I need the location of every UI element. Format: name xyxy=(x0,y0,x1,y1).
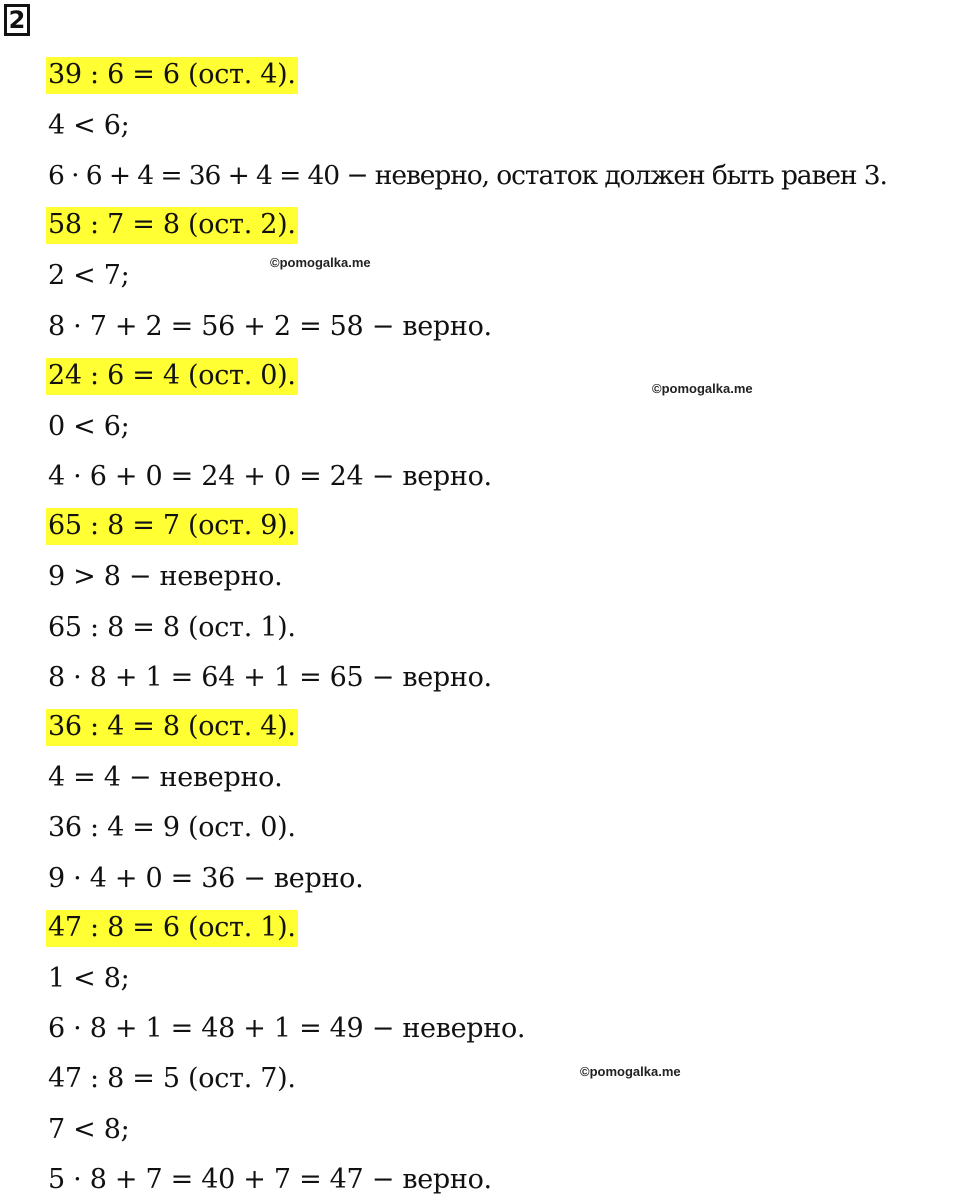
line-text: 9 > 8 − неверно. xyxy=(48,561,283,593)
solution-line xyxy=(48,301,887,351)
line-text: 47 : 8 = 5 (ост. 7). xyxy=(48,1063,296,1095)
solution-line xyxy=(48,401,887,451)
solution-line xyxy=(48,251,887,301)
solution-line xyxy=(48,452,887,502)
division-equation-line xyxy=(48,702,887,752)
solution-line xyxy=(48,652,887,702)
line-text: 36 : 4 = 9 (ост. 0). xyxy=(48,812,296,844)
solution-line xyxy=(48,552,887,602)
line-text: 9 · 4 + 0 = 36 − верно. xyxy=(48,862,364,894)
line-text: 36 : 4 = 8 (ост. 4). xyxy=(46,709,298,746)
watermark: ©pomogalka.me xyxy=(270,255,371,270)
line-text: 4 = 4 − неверно. xyxy=(48,762,283,794)
solution-line xyxy=(48,1154,887,1204)
division-equation-line xyxy=(48,502,887,552)
watermark: ©pomogalka.me xyxy=(580,1064,681,1079)
solution-line xyxy=(48,1054,887,1104)
solution-line xyxy=(48,150,887,200)
line-text: 5 · 8 + 7 = 40 + 7 = 47 − верно. xyxy=(48,1163,492,1195)
line-text: 65 : 8 = 8 (ост. 1). xyxy=(48,611,296,643)
solution-line xyxy=(48,1004,887,1054)
solution-lines xyxy=(48,50,887,1204)
solution-line xyxy=(48,953,887,1003)
line-text: 6 · 6 + 4 = 36 + 4 = 40 − неверно, остаток должен быть равен 3. xyxy=(48,159,887,191)
line-text: 39 : 6 = 6 (ост. 4). xyxy=(46,57,298,94)
line-text: 1 < 8; xyxy=(48,962,130,994)
line-text: 4 < 6; xyxy=(48,109,130,141)
solution-line xyxy=(48,1104,887,1154)
watermark: ©pomogalka.me xyxy=(652,381,753,396)
solution-line xyxy=(48,753,887,803)
line-text: 2 < 7; xyxy=(48,260,130,292)
division-equation-line xyxy=(48,903,887,953)
line-text: 58 : 7 = 8 (ост. 2). xyxy=(46,207,298,244)
line-text: 0 < 6; xyxy=(48,410,130,442)
solution-line xyxy=(48,602,887,652)
line-text: 7 < 8; xyxy=(48,1113,130,1145)
line-text: 47 : 8 = 6 (ост. 1). xyxy=(46,910,298,947)
line-text: 65 : 8 = 7 (ост. 9). xyxy=(46,508,298,545)
line-text: 24 : 6 = 4 (ост. 0). xyxy=(46,358,298,395)
solution-line xyxy=(48,853,887,903)
division-equation-line xyxy=(48,351,887,401)
division-equation-line xyxy=(48,50,887,100)
line-text: 6 · 8 + 1 = 48 + 1 = 49 − неверно. xyxy=(48,1013,526,1045)
line-text: 4 · 6 + 0 = 24 + 0 = 24 − верно. xyxy=(48,461,492,493)
line-text: 8 · 8 + 1 = 64 + 1 = 65 − верно. xyxy=(48,661,492,693)
line-text: 8 · 7 + 2 = 56 + 2 = 58 − верно. xyxy=(48,310,492,342)
solution-line xyxy=(48,803,887,853)
task-number-badge: 2 xyxy=(4,4,30,36)
solution-line xyxy=(48,100,887,150)
division-equation-line xyxy=(48,201,887,251)
